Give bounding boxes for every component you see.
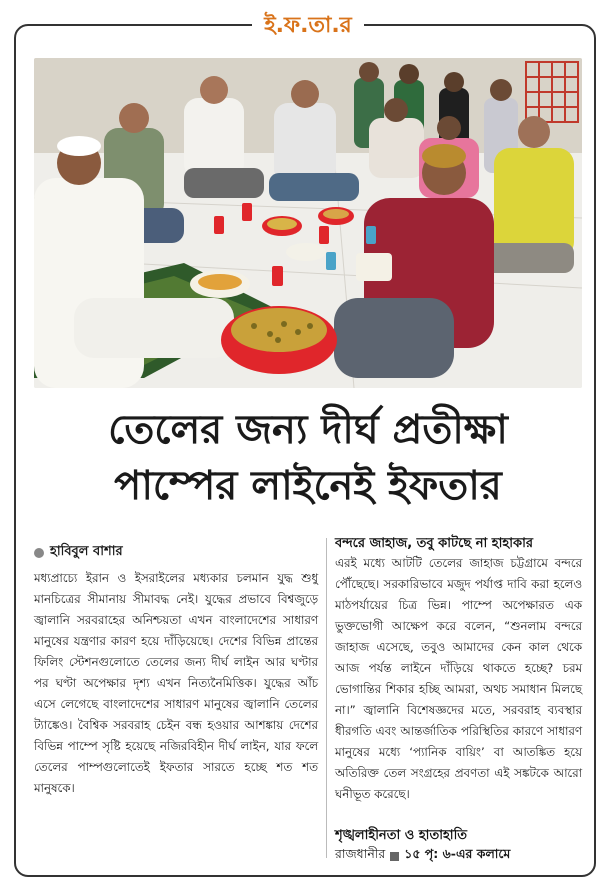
article-photo — [34, 58, 582, 388]
continuation-page: ১৫ পৃ: ৬-এর কলামে — [404, 846, 511, 861]
bullet-icon — [34, 548, 44, 558]
headline — [34, 402, 582, 514]
continuation-prefix: রাজধানীর — [335, 846, 386, 861]
byline — [34, 542, 123, 563]
continuation-note — [335, 846, 510, 866]
right-subhead-2: শৃঙ্খলাহীনতা ও হাতাহাতি — [335, 828, 468, 843]
column-divider — [326, 538, 327, 858]
iftar-photo-illustration — [34, 58, 582, 388]
right-column-body: এরই মধ্যে আটটি তেলের জাহাজ চট্টগ্রামে বন্দরে পৌঁছেছে। সরকারিভাবে মজুদ পর্যাপ্ত দাবি করা হলেও মাঠপর্যায়ের চিত্র ভিন্ন। পাম্পে অপেক্ষারত এক ভুক্তভোগী আক্ষেপ করে বলেন, “শুনলাম বন্দরে জাহাজ এসেছে, তবুও আমাদের কেন কাল থেকে আজ পর্যন্ত লাইনে দাঁড়িয়ে থাকতে হচ্ছে? চরম ভোগান্তির শিকার হচ্ছি আমরা, অথচ সমাধান মিলছে না।” জ্বালানি বিশেষজ্ঞদের মতে, সরবরাহ ব্যবস্থার ধীরগতি এবং আন্তর্জাতিক পরিস্থিতির কারণে সাধারণ মানুষের মধ্যে ‘প্যানিক বায়িং’ বা আতঙ্কিত হয়ে অতিরিক্ত তেল সংগ্রহের প্রবণতা এই সঙ্কটকে আরো ঘনীভূত করেছে। — [335, 556, 582, 801]
section-tag-label: ই.ফ.তা.র — [252, 13, 364, 38]
square-bullet-icon — [390, 852, 399, 861]
author-name: হাবিবুল বাশার — [50, 544, 123, 559]
left-column-body: মধ্যপ্রাচ্যে ইরান ও ইসরাইলের মধ্যকার চলমান যুদ্ধ শুধু মানচিত্রের সীমানায় সীমাবদ্ধ নেই। যুদ্ধের প্রভাবে বিশ্বজুড়ে জ্বালানি সরবরাহের অনিশ্চয়তা এখন বাংলাদেশের সাধারণ মানুষের যন্ত্রণার কারণ হয়ে দাঁড়িয়েছে। দেশের বিভিন্ন প্রান্তের ফিলিং স্টেশনগুলোতে তেলের জন্য দীর্ঘ লাইন আর ঘণ্টার পর ঘণ্টা অপেক্ষার দৃশ্য এখন নিত্যনৈমিত্তিক। যুদ্ধের আঁচ এসে লেগেছে বাংলাদেশের সাধারণ মানুষের জ্বালানি তেলের ট্যাঙ্কেও। বৈশ্বিক সরবরাহ চেইন বন্ধ হওয়ার আশঙ্কায় দেশের বিভিন্ন পাম্পে সৃষ্টি হয়েছে নজিরবিহীন দীর্ঘ লাইন, যার ফলে তেলের পাম্পগুলোতেই ইফতার সারতে হচ্ছে শত শত মানুষকে। — [34, 571, 318, 795]
headline-line-1: তেলের জন্য দীর্ঘ প্রতীক্ষা — [108, 407, 508, 453]
section-tag — [0, 8, 616, 45]
right-subhead-1: বন্দরে জাহাজ, তবু কাটছে না হাহাকার — [335, 536, 534, 551]
headline-line-2: পাম্পের লাইনেই ইফতার — [114, 463, 502, 509]
